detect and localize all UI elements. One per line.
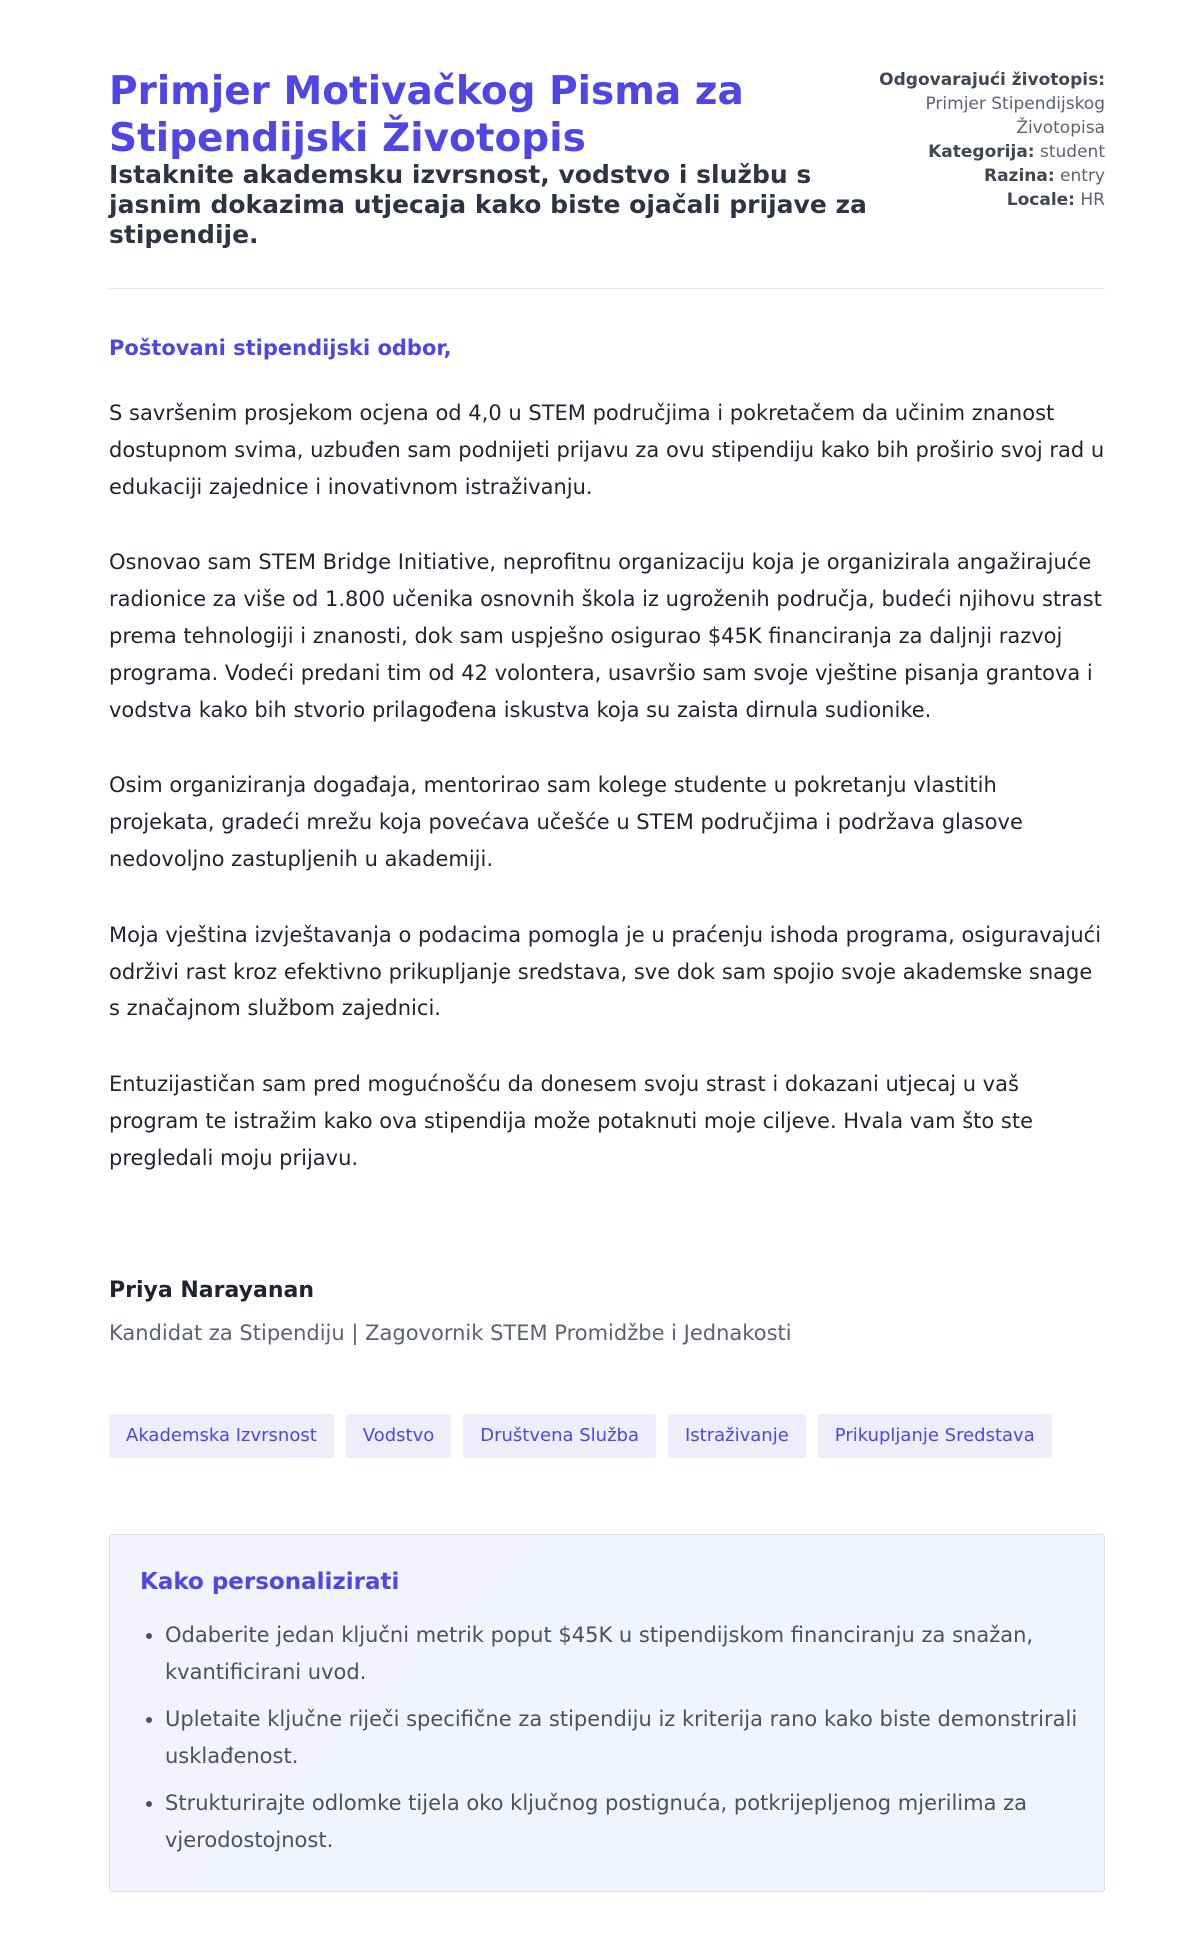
letter-paragraph: Moja vještina izvještavanja o podacima pomogla je u praćenju ishoda programa, osiguravajući održivi rast kroz efektivno prikupljanje sredstava, sve dok sam spojio svoje akademske snage s značajnom službom zajednici. <box>109 922 1102 1021</box>
tip-item: • Upletaite ključne riječi specifične za stipendiju iz kriterija rano kako biste demonstrirali usklađenost. <box>165 1701 1085 1775</box>
letter-body <box>109 395 1105 1216</box>
cover-letter-page <box>109 0 1105 1852</box>
letter-paragraph: Osim organiziranja događaja, mentorirao sam kolege studente u pokretanju vlastitih projekata, gradeći mrežu koja povećava učešće u STEM područjima i podržava glasove nedovoljno zastupljenih u akademiji. <box>109 773 1023 871</box>
page-header <box>109 0 1105 289</box>
tag-chip[interactable]: Prikupljanje Sredstava <box>818 1414 1052 1458</box>
signature-name: Priya Narayanan <box>109 1278 314 1303</box>
meta-level-label: Razina: <box>983 166 1055 186</box>
page-subtitle: Istaknite akademsku izvrsnost, vodstvo i službu s jasnim dokazima utjecaja kako biste ojačali prijave za stipendije. <box>109 160 867 249</box>
meta-locale-label: Locale: <box>1006 190 1075 210</box>
letter-paragraph: Osnovao sam STEM Bridge Initiative, neprofitnu organizaciju koja je organizirala angažirajuće radionice za više od 1.800 učenika osnovnih škola iz ugroženih područja, budeći njihovu strast prema tehnologiji i znanosti, dok sam uspješno osigurao $45K financiranja za daljnji razvoj programa. Vodeći predani tim od 42 volontera, usavršio sam svoje vještine pisanja grantova i vodstva kako bih stvorio prilagođena iskustva koja su zaista dirnula sudionike. <box>109 550 1102 722</box>
page-title: Primjer Motivačkog Pisma za Stipendijski Životopis <box>109 69 744 161</box>
meta-info <box>845 68 1105 212</box>
meta-category <box>845 140 1105 164</box>
meta-resume-value[interactable]: Primjer Stipendijskog Životopisa <box>925 94 1105 138</box>
meta-locale <box>845 188 1105 212</box>
tip-item: • Odaberite jedan ključni metrik poput $45K u stipendijskom financiranju za snažan, kvantificirani uvod. <box>165 1617 1085 1691</box>
letter-greeting: Poštovani stipendijski odbor, <box>109 336 452 360</box>
tip-item: • Strukturirajte odlomke tijela oko ključnog postignuća, potkrijepljenog mjerilima za vjerodostojnost. <box>165 1785 1085 1859</box>
tips-title: Kako personalizirati <box>140 1569 400 1595</box>
meta-category-label: Kategorija: <box>928 142 1035 162</box>
signature-role: Kandidat za Stipendiju | Zagovornik STEM Promidžbe i Jednakosti <box>109 1321 792 1345</box>
skill-tags <box>109 1414 1052 1458</box>
letter-paragraph: S savršenim prosjekom ocjena od 4,0 u STEM područjima i pokretačem da učinim znanost dostupnom svima, uzbuđen sam podnijeti prijavu za ovu stipendiju kako bih proširio svoj rad u edukaciji zajednice i inovativnom istraživanju. <box>109 401 1105 499</box>
personalization-tips-box <box>109 1534 1105 1892</box>
tag-chip[interactable]: Akademska Izvrsnost <box>109 1414 334 1458</box>
meta-level-value: entry <box>1060 166 1105 186</box>
tag-chip[interactable]: Istraživanje <box>668 1414 806 1458</box>
meta-category-value: student <box>1040 142 1105 162</box>
tag-chip[interactable]: Vodstvo <box>346 1414 451 1458</box>
tips-list <box>140 1617 1085 1869</box>
letter-paragraph: Entuzijastičan sam pred mogućnošću da donesem svoju strast i dokazani utjecaj u vaš program te istražim kako ova stipendija može potaknuti moje ciljeve. Hvala vam što ste pregledali moju prijavu. <box>109 1072 1033 1170</box>
meta-locale-value: HR <box>1080 190 1105 210</box>
meta-resume-label: Odgovarajući životopis: <box>879 70 1105 90</box>
meta-resume <box>845 68 1105 140</box>
meta-level <box>845 164 1105 188</box>
tag-chip[interactable]: Društvena Služba <box>463 1414 656 1458</box>
